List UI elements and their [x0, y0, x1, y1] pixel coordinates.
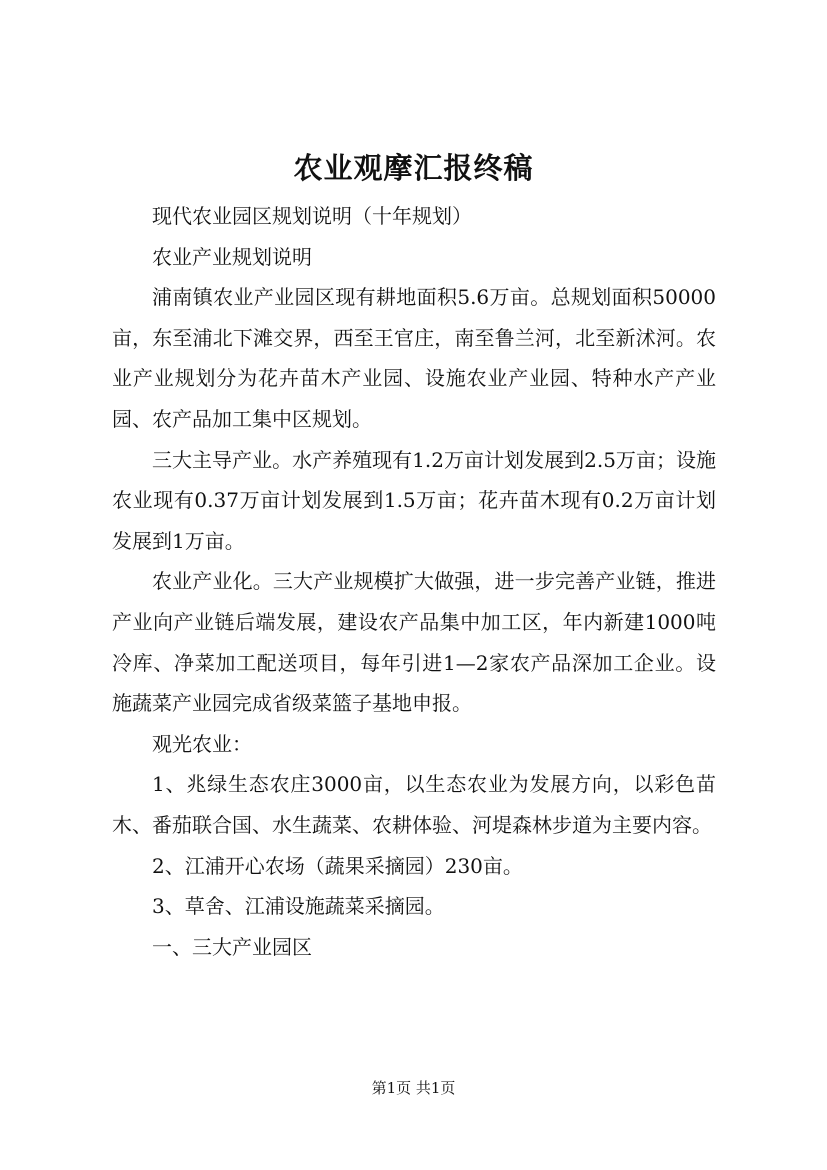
paragraph-tourism-item-1: 1、兆绿生态农庄3000亩，以生态农业为发展方向，以彩色苗木、番茄联合国、水生蔬菜、农耕体验、河堤森林步道为主要内容。: [112, 772, 716, 837]
paragraph-industrialization: 农业产业化。三大产业规模扩大做强，进一步完善产业链，推进产业向产业链后端发展，建设农产品集中加工区，年内新建1000吨冷库、净菜加工配送项目，每年引进1—2家农产品深加工企业。设施蔬菜产业园完成省级菜篮子基地申报。: [112, 569, 716, 716]
paragraph-tourism-item-3: 3、草舍、江浦设施蔬菜采摘园。: [152, 894, 445, 919]
paragraph-section-one-heading: 一、三大产业园区: [152, 934, 312, 959]
paragraph-area-overview: 浦南镇农业产业园区现有耕地面积5.6万亩。总规划面积50000亩，东至浦北下滩交界，西至王官庄，南至鲁兰河，北至新沭河。农业产业规划分为花卉苗木产业园、设施农业产业园、特种水产产业园、农产品加工集中区规划。: [112, 285, 716, 431]
document-title: 农业观摩汇报终稿: [293, 151, 534, 185]
paragraph-industry-plan-heading: 农业产业规划说明: [152, 244, 312, 269]
paragraph-tourism-heading: 观光农业：: [152, 731, 252, 756]
paragraph-tourism-item-2: 2、江浦开心农场（蔬果采摘园）230亩。: [152, 853, 523, 878]
paragraph-three-industries: 三大主导产业。水产养殖现有1.2万亩计划发展到2.5万亩；设施农业现有0.37万亩计划发展到1.5万亩；花卉苗木现有0.2万亩计划发展到1万亩。: [112, 447, 716, 553]
paragraph-park-plan-heading: 现代农业园区规划说明（十年规划）: [152, 204, 472, 228]
page-footer: 第1页 共1页: [371, 1079, 456, 1097]
document-body: [112, 196, 716, 967]
